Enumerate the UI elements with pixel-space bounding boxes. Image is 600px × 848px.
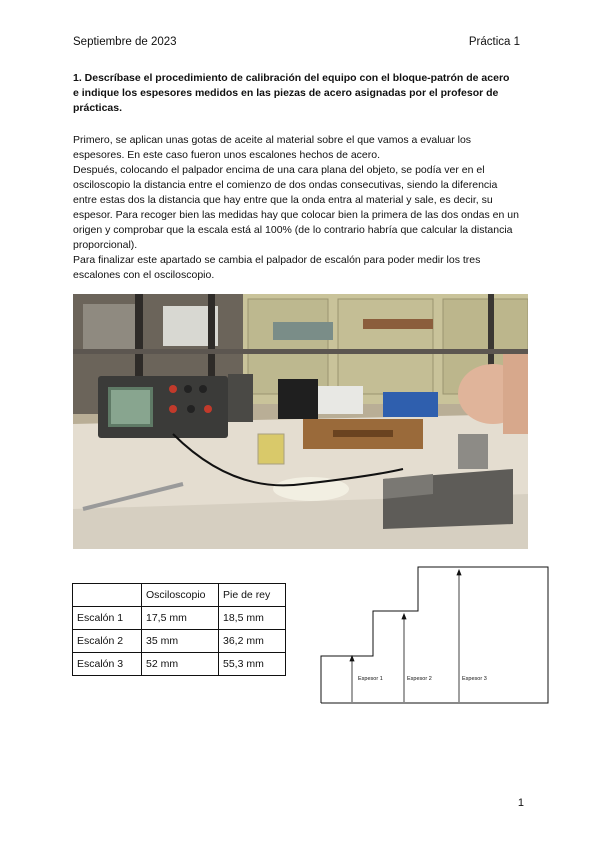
paragraph: Después, colocando el palpador encima de una cara plana del objeto, se podía ver en el osciloscopio la distancia entre el comienzo de dos ondas consecutivas, siendo la diferencia entre estas dos la distancia que hay entre que la onda entra al material y sale, es decir, su espesor. Para recoger bien las medidas hay que colocar bien la primera de las dos ondas en un origen y comprobar que la escala está al 100% (de lo contrario habría que calcular la distancia proporcional). <box>73 164 519 251</box>
measurements-table <box>72 583 286 676</box>
table-header-osciloscopio: Osciloscopio <box>142 584 219 607</box>
step-outline <box>321 567 548 703</box>
header-date: Septiembre de 2023 <box>73 36 177 48</box>
page-number: 1 <box>517 797 524 809</box>
label-espesor-3: Espesor 3 <box>462 676 487 682</box>
table-cell: 17,5 mm <box>142 607 219 630</box>
header-practice: Práctica 1 <box>468 36 520 48</box>
table-cell: 35 mm <box>142 630 219 653</box>
paragraph: Para finalizar este apartado se cambia el palpador de escalón para poder medir los tres escalones con el osciloscopio. <box>73 254 481 281</box>
table-cell: Escalón 3 <box>73 653 142 676</box>
question-heading: 1. Descríbase el procedimiento de calibración del equipo con el bloque-patrón de acero e indique los espesores medidos en las piezas de acero asignadas por el profesor de prácticas. <box>73 72 510 114</box>
table-cell: 52 mm <box>142 653 219 676</box>
step-thickness-diagram <box>318 563 554 708</box>
table-row <box>73 607 286 630</box>
table-cell: 36,2 mm <box>219 630 286 653</box>
thickness-arrows <box>350 570 461 702</box>
table-row <box>73 630 286 653</box>
table-cell: 55,3 mm <box>219 653 286 676</box>
label-espesor-1: Espesor 1 <box>358 676 383 682</box>
table-row <box>73 653 286 676</box>
table-header-row <box>73 584 286 607</box>
table-cell: Escalón 2 <box>73 630 142 653</box>
table-cell <box>73 584 142 607</box>
label-espesor-2: Espesor 2 <box>407 676 432 682</box>
paragraph: Primero, se aplican unas gotas de aceite al material sobre el que vamos a evaluar los espesores. En este caso fueron unos escalones hechos de acero. <box>73 134 472 161</box>
table-cell: Escalón 1 <box>73 607 142 630</box>
lab-photo <box>73 294 528 549</box>
table-cell: 18,5 mm <box>219 607 286 630</box>
table-header-pie-de-rey: Pie de rey <box>219 584 286 607</box>
body-text <box>73 133 523 283</box>
